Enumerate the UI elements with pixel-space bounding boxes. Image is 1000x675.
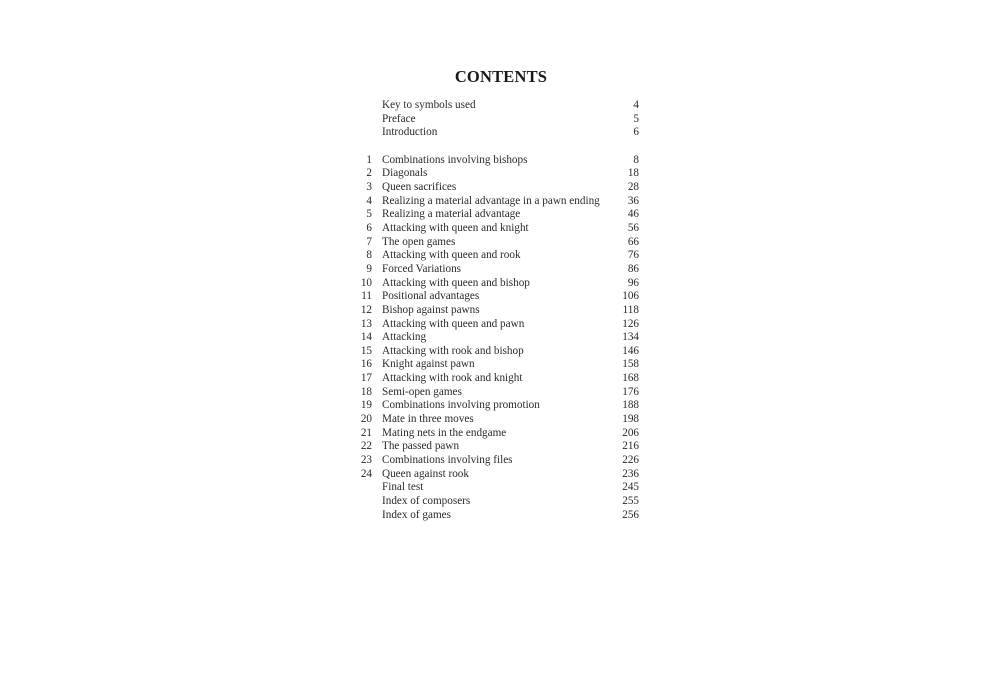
chapter-number: 12: [360, 303, 372, 316]
chapter-title: Attacking with rook and knight: [382, 372, 523, 385]
toc-entry: [352, 495, 639, 509]
table-of-contents: [352, 99, 639, 522]
toc-chapter-entry: [352, 208, 639, 222]
chapter-page: 76: [627, 249, 639, 262]
chapter-title: Semi-open games: [382, 385, 462, 398]
chapter-page: 106: [622, 290, 639, 303]
chapter-number: 15: [360, 344, 372, 357]
chapter-page: 146: [622, 344, 639, 357]
chapter-title: Mate in three moves: [382, 413, 474, 426]
chapter-title: Combinations involving promotion: [382, 399, 540, 412]
chapter-page: 96: [627, 276, 639, 289]
chapter-number: 24: [360, 467, 372, 480]
chapter-title: Attacking with queen and knight: [382, 221, 529, 234]
toc-chapter-entry: [352, 440, 639, 454]
toc-chapter-entry: [352, 304, 639, 318]
chapter-page: 206: [622, 426, 639, 439]
chapter-number: 11: [361, 290, 372, 303]
toc-chapter-entry: [352, 413, 639, 427]
toc-entry-title: Index of games: [382, 508, 451, 521]
chapter-number: 9: [366, 262, 372, 275]
chapter-page: 126: [622, 317, 639, 330]
chapter-title: Realizing a material advantage in a pawn ending: [382, 194, 600, 207]
toc-chapter-entry: [352, 154, 639, 168]
chapter-page: 226: [622, 454, 639, 467]
chapter-page: 28: [627, 180, 639, 193]
chapter-number: 18: [360, 385, 372, 398]
chapter-number: 2: [366, 167, 372, 180]
toc-entry-title: Key to symbols used: [382, 99, 476, 111]
toc-entry-title: Final test: [382, 481, 424, 494]
chapter-title: Mating nets in the endgame: [382, 426, 507, 439]
toc-entry-page: 6: [633, 126, 639, 139]
toc-chapter-entry: [352, 372, 639, 386]
toc-chapter-entry: [352, 236, 639, 250]
chapter-number: 19: [360, 399, 372, 412]
toc-chapter-entry: [352, 167, 639, 181]
chapter-title: Queen against rook: [382, 467, 469, 480]
chapter-number: 22: [360, 440, 372, 453]
toc-chapter-entry: [352, 318, 639, 332]
toc-chapter-entry: [352, 277, 639, 291]
toc-chapter-entry: [352, 468, 639, 482]
chapter-number: 20: [360, 413, 372, 426]
chapter-title: Attacking with rook and bishop: [382, 344, 524, 357]
chapter-page: 86: [627, 262, 639, 275]
toc-chapter-entry: [352, 386, 639, 400]
chapter-number: 14: [360, 331, 372, 344]
toc-entry-title: Introduction: [382, 126, 438, 139]
toc-chapter-entry: [352, 331, 639, 345]
toc-chapter-entry: [352, 263, 639, 277]
chapter-page: 236: [622, 467, 639, 480]
chapter-page: 188: [622, 399, 639, 412]
toc-chapter-entry: [352, 290, 639, 304]
toc-chapter-entry: [352, 181, 639, 195]
toc-entry-page: 255: [622, 495, 639, 508]
chapter-title: The passed pawn: [382, 440, 460, 453]
chapter-title: Knight against pawn: [382, 358, 475, 371]
chapter-title: The open games: [382, 235, 456, 248]
chapter-number: 4: [366, 194, 372, 207]
toc-entry: [352, 126, 639, 140]
toc-entry: [352, 481, 639, 495]
chapter-title: Forced Variations: [382, 262, 462, 275]
chapter-title: Bishop against pawns: [382, 303, 480, 316]
chapter-page: 36: [627, 194, 639, 207]
chapter-page: 176: [622, 385, 639, 398]
chapter-number: 7: [366, 235, 372, 248]
chapter-number: 16: [360, 358, 372, 371]
chapter-title: Combinations involving files: [382, 454, 513, 467]
toc-chapter-entry: [352, 399, 639, 413]
toc-chapter-entry: [352, 195, 639, 209]
chapter-number: 23: [360, 454, 372, 467]
chapter-number: 5: [366, 208, 372, 221]
chapter-title: Queen sacrifices: [382, 180, 457, 193]
chapter-number: 13: [360, 317, 372, 330]
toc-entry-page: 256: [622, 508, 639, 521]
chapter-title: Attacking with queen and bishop: [382, 276, 530, 289]
toc-entry: [352, 99, 639, 113]
toc-entry-title: Index of composers: [382, 495, 471, 508]
chapter-page: 18: [627, 167, 639, 180]
toc-entry-title: Preface: [382, 112, 416, 125]
contents-heading: CONTENTS: [454, 67, 548, 86]
chapter-page: 8: [633, 153, 639, 166]
chapter-title: Combinations involving bishops: [382, 153, 528, 166]
chapter-page: 118: [622, 303, 639, 316]
chapter-title: Attacking: [382, 331, 427, 344]
toc-entry-page: 5: [633, 112, 639, 125]
toc-chapter-entry: [352, 427, 639, 441]
chapter-page: 66: [627, 235, 639, 248]
chapter-page: 158: [622, 358, 639, 371]
chapter-number: 10: [360, 276, 372, 289]
chapter-number: 17: [360, 372, 372, 385]
toc-entry-page: 245: [622, 481, 639, 494]
chapter-page: 46: [627, 208, 639, 221]
chapter-page: 168: [622, 372, 639, 385]
toc-chapter-entry: [352, 454, 639, 468]
chapter-number: 21: [360, 426, 372, 439]
chapter-number: 3: [366, 180, 372, 193]
toc-entry: [352, 113, 639, 127]
chapter-title: Realizing a material advantage: [382, 208, 521, 221]
chapter-title: Diagonals: [382, 167, 428, 180]
chapter-title: Attacking with queen and pawn: [382, 317, 525, 330]
toc-chapter-entry: [352, 249, 639, 263]
chapter-number: 8: [366, 249, 372, 262]
toc-chapter-entry: [352, 345, 639, 359]
chapter-title: Attacking with queen and rook: [382, 249, 521, 262]
chapter-page: 198: [622, 413, 639, 426]
chapter-page: 134: [622, 331, 639, 344]
chapter-page: 216: [622, 440, 639, 453]
toc-entry: [352, 509, 639, 523]
chapter-title: Positional advantages: [382, 290, 480, 303]
chapter-page: 56: [627, 221, 639, 234]
toc-entry-page: 4: [633, 99, 639, 111]
chapter-number: 6: [366, 221, 372, 234]
chapter-number: 1: [366, 153, 372, 166]
toc-chapter-entry: [352, 358, 639, 372]
toc-chapter-entry: [352, 222, 639, 236]
